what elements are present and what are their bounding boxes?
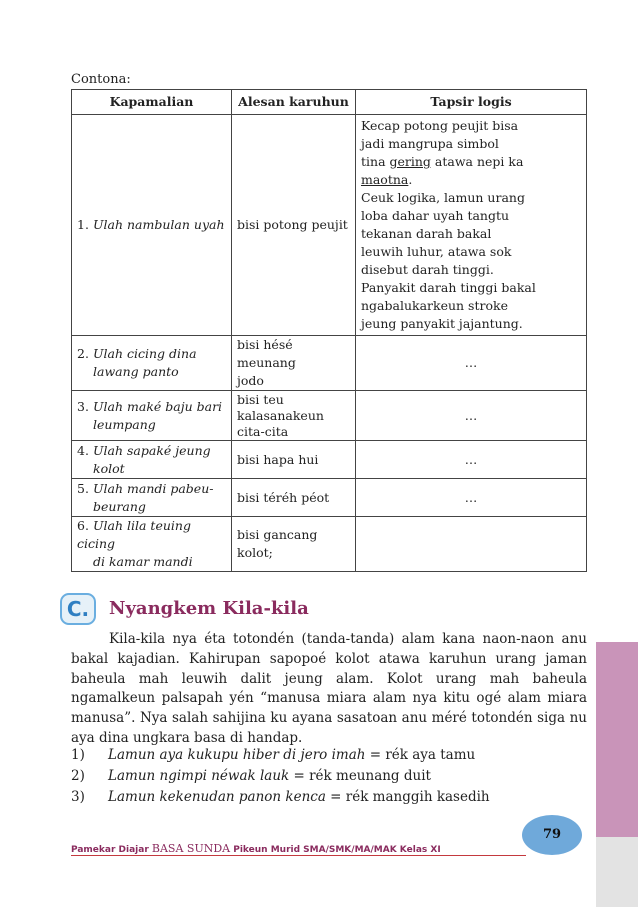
row-number: 6. bbox=[77, 518, 89, 533]
footer-subject: BASA SUNDA bbox=[151, 842, 231, 855]
side-tab-gray bbox=[596, 837, 638, 907]
alesan-text: bisi teu bbox=[237, 391, 284, 407]
kapamalian-text: Ulah maké baju bari bbox=[93, 398, 223, 414]
row-number: 2. bbox=[77, 346, 89, 361]
list-italic: Lamun kekenudan panon kenca bbox=[108, 789, 326, 805]
table-row bbox=[72, 115, 587, 336]
tapsir-underlined: maotna bbox=[361, 172, 409, 187]
tapsir-line: Kecap potong peujit bisa bbox=[361, 118, 519, 133]
cell-kapamalian bbox=[72, 517, 232, 572]
footer-divider bbox=[71, 855, 526, 856]
tapsir-line: loba dahar uyah tangtu bbox=[361, 208, 510, 223]
list-meaning: = rék manggih kasedih bbox=[325, 789, 490, 805]
alesan-text: kolot; bbox=[237, 545, 273, 560]
kapamalian-text: Ulah mandi pabeu- bbox=[93, 480, 214, 496]
cell-alesan bbox=[232, 391, 356, 441]
section-letter-badge: C. bbox=[60, 593, 96, 625]
row-number: 1. bbox=[77, 217, 89, 232]
tapsir-line: tina bbox=[361, 154, 390, 169]
row-number: 4. bbox=[77, 442, 89, 458]
list-item bbox=[71, 745, 490, 766]
kapamalian-text: Ulah lila teuing cicing bbox=[77, 518, 191, 551]
footer-suffix: Pikeun Murid SMA/SMK/MA/MAK Kelas XI bbox=[230, 845, 441, 855]
cell-alesan: bisi hapa hui bbox=[232, 441, 356, 479]
kapamalian-text: Ulah cicing dina bbox=[93, 346, 197, 361]
kapamalian-text: Ulah sapaké jeung bbox=[93, 442, 211, 458]
list-italic: Lamun ngimpi néwak lauk bbox=[108, 768, 290, 784]
kapamalian-text: beurang bbox=[93, 498, 146, 514]
tapsir-line: ngabalukarkeun stroke bbox=[361, 298, 508, 313]
tapsir-line: jadi mangrupa simbol bbox=[361, 136, 499, 151]
tapsir-line: Panyakit darah tinggi bakal bbox=[361, 280, 536, 295]
cell-kapamalian bbox=[72, 391, 232, 441]
cell-tapsir: … bbox=[356, 479, 587, 517]
tapsir-line: atawa nepi ka bbox=[430, 154, 524, 169]
tapsir-line: tekanan darah bakal bbox=[361, 226, 492, 241]
cell-kapamalian bbox=[72, 441, 232, 479]
list-meaning: = rék meunang duit bbox=[289, 768, 431, 784]
cell-kapamalian bbox=[72, 479, 232, 517]
example-list bbox=[71, 745, 490, 808]
kapamalian-text: di kamar mandi bbox=[93, 554, 193, 569]
tapsir-line: Ceuk logika, lamun urang bbox=[361, 190, 525, 205]
cell-alesan: bisi téréh péot bbox=[232, 479, 356, 517]
side-tab-pink bbox=[596, 642, 638, 837]
kapamalian-text: Ulah nambulan uyah bbox=[93, 217, 225, 232]
alesan-text: cita-cita bbox=[237, 423, 289, 439]
section-paragraph: Kila-kila nya éta totondén (tanda-tanda) alam kana naon-naon anu bakal kajadian. Kahirupan sapopoé kolot atawa karuhun urang jaman baheula mah leuwih dalit jeung alam. Kolot urang mah baheula ngamalkeun palsapah yén “manusa miara alam nya kitu ogé alam miara manusa”. Nya salah sahijina ku ayana sasatoan anu méré totondén siga nu aya dina ungkara basa di handap. bbox=[71, 631, 587, 746]
cell-kapamalian bbox=[72, 115, 232, 336]
footer-text bbox=[71, 842, 441, 855]
header-tapsir: Tapsir logis bbox=[356, 90, 587, 115]
section-title: Nyangkem Kila-kila bbox=[109, 598, 309, 619]
row-number: 3. bbox=[77, 398, 89, 414]
kapamalian-text: leumpang bbox=[93, 416, 156, 432]
list-item bbox=[71, 787, 490, 808]
table-row bbox=[72, 441, 587, 479]
list-italic: Lamun aya kukupu hiber di jero imah bbox=[108, 747, 366, 763]
cell-tapsir: … bbox=[356, 336, 587, 391]
kapamalian-text: kolot bbox=[93, 460, 125, 476]
cell-kapamalian bbox=[72, 336, 232, 391]
table-header-row bbox=[72, 90, 587, 115]
list-item bbox=[71, 766, 490, 787]
list-meaning: = rék aya tamu bbox=[365, 747, 476, 763]
header-kapamalian: Kapamalian bbox=[72, 90, 232, 115]
list-number: 3) bbox=[71, 789, 85, 805]
cell-tapsir bbox=[356, 115, 587, 336]
footer-prefix: Pamekar Diajar bbox=[71, 845, 152, 855]
list-number: 1) bbox=[71, 747, 85, 763]
alesan-text: bisi gancang bbox=[237, 527, 318, 542]
table-row bbox=[72, 391, 587, 441]
example-label: Contona: bbox=[71, 72, 131, 87]
table-row bbox=[72, 517, 587, 572]
alesan-text: kalasanakeun bbox=[237, 407, 324, 423]
cell-alesan bbox=[232, 517, 356, 572]
cell-alesan bbox=[232, 336, 356, 391]
alesan-text: bisi hésé meunang bbox=[237, 337, 296, 370]
tapsir-line: . bbox=[408, 172, 413, 187]
table-row bbox=[72, 479, 587, 517]
tapsir-line: disebut darah tinggi. bbox=[361, 262, 494, 277]
cell-tapsir: … bbox=[356, 441, 587, 479]
alesan-text: jodo bbox=[237, 373, 264, 388]
kapamalian-table bbox=[71, 89, 587, 572]
tapsir-underlined: gering bbox=[389, 154, 431, 169]
tapsir-line: jeung panyakit jajantung. bbox=[361, 316, 523, 331]
table-row bbox=[72, 336, 587, 391]
row-number: 5. bbox=[77, 480, 89, 496]
list-number: 2) bbox=[71, 768, 85, 784]
tapsir-line: leuwih luhur, atawa sok bbox=[361, 244, 512, 259]
cell-alesan: bisi potong peujit bbox=[232, 115, 356, 336]
cell-tapsir bbox=[356, 517, 587, 572]
page-number-badge: 79 bbox=[522, 815, 582, 855]
kapamalian-text: lawang panto bbox=[93, 364, 179, 379]
header-alesan: Alesan karuhun bbox=[232, 90, 356, 115]
cell-tapsir: … bbox=[356, 391, 587, 441]
